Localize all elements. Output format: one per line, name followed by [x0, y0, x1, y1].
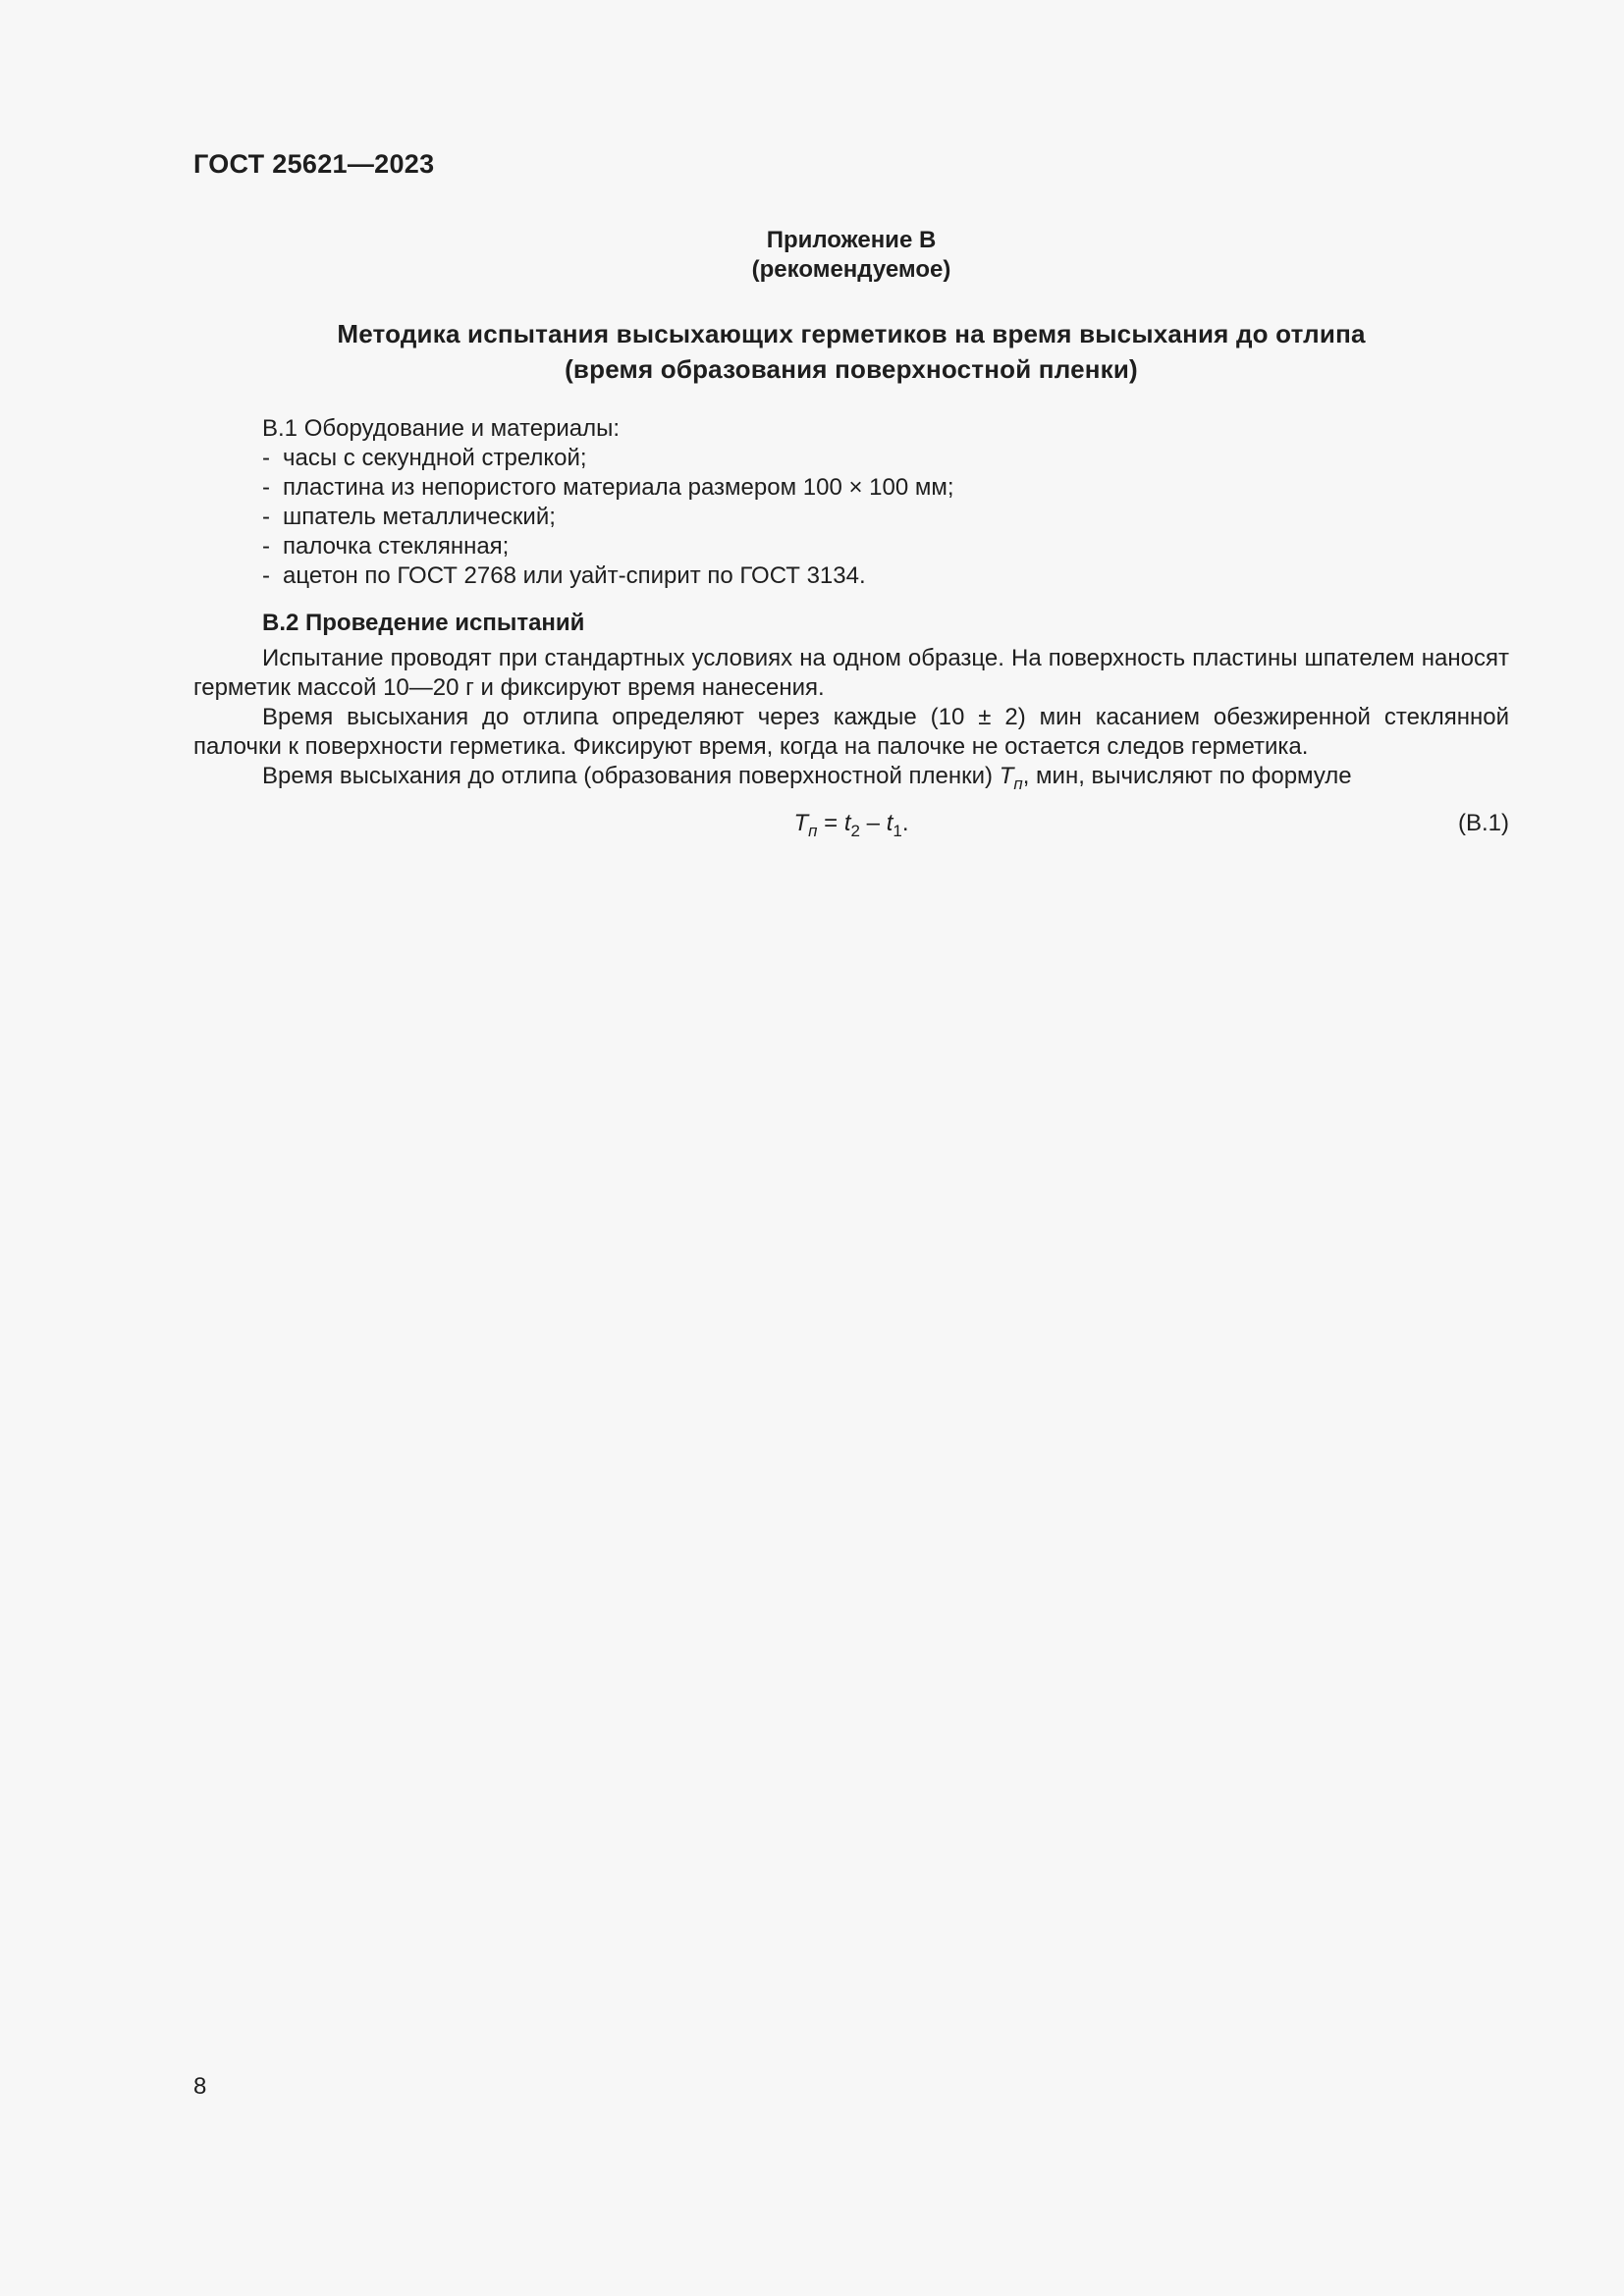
- list-dash: -: [262, 562, 270, 589]
- appendix-type: (рекомендуемое): [751, 256, 951, 283]
- title-line-1: Методика испытания высыхающих герметиков на время высыхания до отлипа: [337, 319, 1366, 348]
- formula-t2: t: [843, 810, 851, 836]
- formula-equals: =: [817, 810, 844, 836]
- list-dash: -: [262, 533, 270, 560]
- formula-block: [193, 808, 1509, 847]
- formula-t1-sub: 1: [893, 822, 902, 840]
- page-number: 8: [193, 2073, 207, 2100]
- appendix-label: Приложение В: [766, 227, 937, 253]
- formula-t1: t: [886, 810, 893, 836]
- document-header: ГОСТ 25621—2023: [193, 149, 435, 179]
- list-item: [262, 561, 1509, 591]
- section-2-heading: В.2 Проведение испытаний: [262, 610, 585, 636]
- formula-number: (В.1): [1457, 810, 1509, 836]
- formula-lhs: T: [793, 810, 809, 836]
- list-item-text: шпатель металлический;: [283, 504, 556, 530]
- paragraph-text: Время высыхания до отлипа (образования поверхностной пленки): [262, 763, 1000, 789]
- appendix-heading: [193, 226, 1509, 285]
- document-title: [193, 316, 1509, 387]
- paragraph-text: , мин, вычисляют по формуле: [1022, 763, 1352, 789]
- list-item: [262, 532, 1509, 561]
- list-dash: -: [262, 474, 270, 501]
- paragraph: Испытание проводят при стандартных условиях на одном образце. На поверхность пластины шпателем наносят герметик массой 10—20 г и фиксируют время нанесения.: [193, 645, 1509, 701]
- formula-minus: –: [860, 810, 887, 836]
- paragraph: Время высыхания до отлипа определяют через каждые (10 ± 2) мин касанием обезжиренной стеклянной палочки к поверхности герметика. Фиксируют время, когда на палочке не остается следов герметика.: [193, 704, 1509, 760]
- list-item-text: палочка стеклянная;: [283, 533, 510, 560]
- list-item-text: часы с секундной стрелкой;: [283, 445, 587, 471]
- formula-t2-sub: 2: [850, 822, 861, 840]
- paragraph: [193, 762, 1509, 791]
- list-item: [262, 473, 1509, 503]
- list-dash: -: [262, 504, 270, 530]
- list-item: [262, 444, 1509, 473]
- symbol-t: T: [999, 763, 1014, 789]
- testing-section: [193, 644, 1509, 791]
- list-item: [262, 503, 1509, 532]
- formula-end: .: [901, 810, 909, 836]
- list-item-text: пластина из непористого материала размером 100 × 100 мм;: [283, 474, 954, 501]
- symbol-subscript: п: [1013, 774, 1023, 793]
- formula-lhs-sub: п: [808, 822, 818, 840]
- formula-expression: [193, 808, 1509, 839]
- section-1-heading: В.1 Оборудование и материалы:: [262, 415, 621, 442]
- equipment-section: [262, 414, 1509, 591]
- list-item-text: ацетон по ГОСТ 2768 или уайт-спирит по ГОСТ 3134.: [283, 562, 866, 589]
- title-line-2: (время образования поверхностной пленки): [565, 354, 1138, 384]
- list-dash: -: [262, 445, 270, 471]
